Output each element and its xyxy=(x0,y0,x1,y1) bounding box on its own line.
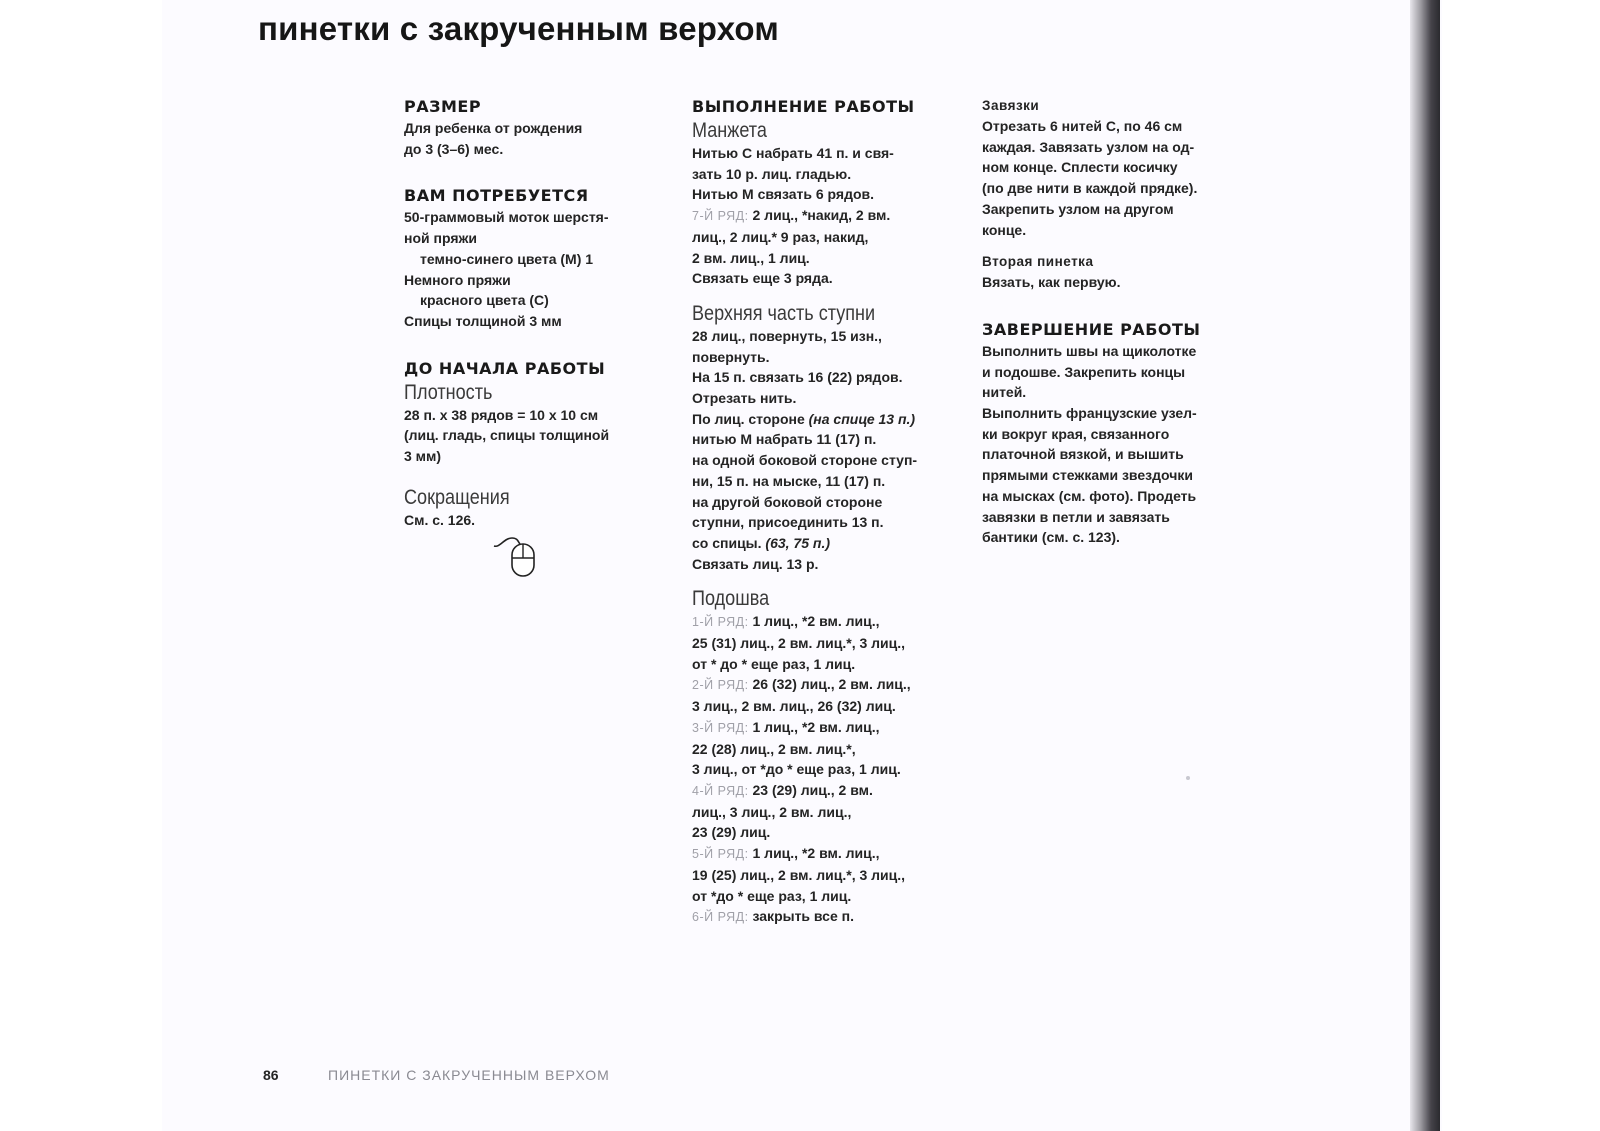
row-text: 1 лиц., *2 вм. лиц., xyxy=(752,613,880,630)
sole-row-line xyxy=(692,906,967,928)
sole-line: 22 (28) лиц., 2 вм. лиц.*, xyxy=(692,740,856,757)
upper-line: Отрезать нить. xyxy=(692,390,797,407)
finishing-line: Выполнить швы на щиколотке xyxy=(982,342,1197,359)
needs-line: ной пряжи xyxy=(404,230,478,247)
sole-row-line xyxy=(692,717,967,739)
sole-row-line xyxy=(692,674,967,696)
work-heading: ВЫПОЛНЕНИЕ РАБОТЫ xyxy=(692,97,915,116)
cuff-line: Нитью М связать 6 рядов. xyxy=(692,186,875,203)
needs-line: 50-граммовый моток шерстя- xyxy=(404,209,609,226)
ties-line: ном конце. Сплести косичку xyxy=(982,159,1178,176)
row-text: закрыть все п. xyxy=(752,908,854,925)
finishing-line: на мысках (см. фото). Продеть xyxy=(982,487,1197,504)
upper-line: повернуть. xyxy=(692,348,770,365)
density-subheading: Плотность xyxy=(404,380,493,404)
page-title: пинетки с закрученным верхом xyxy=(258,10,779,47)
cuff-subheading: Манжета xyxy=(692,119,767,142)
cuff-line: зать 10 р. лиц. гладью. xyxy=(692,165,852,182)
column-instructions xyxy=(692,96,967,928)
row-label: 3-Й РЯД: xyxy=(692,720,749,735)
row-text: 23 (29) лиц., 2 вм. xyxy=(752,781,873,798)
upper-foot-subheading: Верхняя часть ступни xyxy=(692,301,876,325)
upper-line: на одной боковой стороне ступ- xyxy=(692,452,918,469)
ties-heading: Завязки xyxy=(982,98,1040,113)
upper-line: 28 лиц., повернуть, 15 изн., xyxy=(692,327,882,344)
needs-line: красного цвета (С) xyxy=(420,292,549,309)
sole-line: от *до * еще раз, 1 лиц. xyxy=(692,887,852,904)
finishing-line: Выполнить французские узел- xyxy=(982,405,1197,422)
sole-row-line xyxy=(692,611,967,633)
density-line: 3 мм) xyxy=(404,448,442,465)
sole-line: 23 (29) лиц. xyxy=(692,824,771,841)
upper-line: На 15 п. связать 16 (22) рядов. xyxy=(692,369,903,386)
finishing-line: и подошве. Закрепить концы xyxy=(982,363,1186,380)
cuff-line: 2 вм. лиц., 1 лиц. xyxy=(692,249,810,266)
needs-heading: ВАМ ПОТРЕБУЕТСЯ xyxy=(404,186,589,206)
sole-line: от * до * еще раз, 1 лиц. xyxy=(692,655,856,672)
size-line: до 3 (3–6) мес. xyxy=(404,140,504,157)
size-line: Для ребенка от рождения xyxy=(404,120,583,136)
ties-line: каждая. Завязать узлом на од- xyxy=(982,138,1195,155)
paper-speck xyxy=(1186,776,1190,780)
sole-row-line xyxy=(692,780,967,802)
needs-line: темно-синего цвета (М) 1 xyxy=(420,250,594,267)
needs-line: Спицы толщиной 3 мм xyxy=(404,312,562,329)
row-label: 2-Й РЯД: xyxy=(692,678,749,693)
row-label: 5-Й РЯД: xyxy=(692,847,749,862)
sole-line: 3 лиц., 2 вм. лиц., 26 (32) лиц. xyxy=(692,698,896,715)
row-text: 1 лиц., *2 вм. лиц., xyxy=(752,845,880,862)
column-finishing xyxy=(982,96,1252,548)
book-spine-shadow xyxy=(1410,0,1440,1131)
ties-line: (по две нити в каждой прядке). xyxy=(982,180,1198,197)
sole-line: 25 (31) лиц., 2 вм. лиц.*, 3 лиц., xyxy=(692,635,906,652)
abbreviations-line: См. с. 126. xyxy=(404,511,476,528)
mouse-cursor-icon xyxy=(492,532,548,582)
finishing-heading: ЗАВЕРШЕНИЕ РАБОТЫ xyxy=(982,319,1201,339)
finishing-line: платочной вязкой, и вышить xyxy=(982,446,1184,463)
upper-line: нитью М набрать 11 (17) п. xyxy=(692,431,877,448)
ties-line: Закрепить узлом на другом xyxy=(982,200,1174,217)
finishing-line: бантики (см. с. 123). xyxy=(982,529,1120,546)
running-title: ПИНЕТКИ С ЗАКРУЧЕННЫМ ВЕРХОМ xyxy=(328,1067,610,1083)
upper-line xyxy=(692,533,967,554)
sole-row-line xyxy=(692,843,967,865)
column-materials xyxy=(404,96,669,530)
row-text: 26 (32) лиц., 2 вм. лиц., xyxy=(752,676,911,693)
row-label: 1-Й РЯД: xyxy=(692,615,749,630)
cuff-line: Связать еще 3 ряда. xyxy=(692,270,833,287)
before-start-heading: ДО НАЧАЛА РАБОТЫ xyxy=(404,358,606,378)
upper-line: ступни, присоединить 13 п. xyxy=(692,514,884,531)
cuff-row-line xyxy=(692,205,967,227)
abbreviations-subheading: Сокращения xyxy=(404,485,510,509)
upper-line: на другой боковой стороне xyxy=(692,493,883,510)
sole-line: 19 (25) лиц., 2 вм. лиц.*, 3 лиц., xyxy=(692,866,906,883)
second-bootie-line: Вязать, как первую. xyxy=(982,274,1121,291)
upper-needles-italic: (63, 75 п.) xyxy=(765,534,831,551)
size-heading: РАЗМЕР xyxy=(404,97,482,116)
row-label: 4-Й РЯД: xyxy=(692,783,749,798)
sole-line: 3 лиц., от *до * еще раз, 1 лиц. xyxy=(692,761,901,778)
upper-rs-italic: (на спице 13 п.) xyxy=(808,410,916,427)
upper-rs-prefix: По лиц. стороне xyxy=(692,410,805,427)
ties-line: Отрезать 6 нитей С, по 46 см xyxy=(982,118,1183,134)
page-number: 86 xyxy=(263,1067,279,1083)
cuff-line: лиц., 2 лиц.* 9 раз, накид, xyxy=(692,228,869,245)
second-bootie-heading: Вторая пинетка xyxy=(982,254,1094,270)
finishing-line: нитей. xyxy=(982,384,1027,401)
row-label: 7-Й РЯД: xyxy=(692,209,749,224)
upper-line xyxy=(692,409,967,430)
sole-subheading: Подошва xyxy=(692,587,770,611)
upper-line: Связать лиц. 13 р. xyxy=(692,555,819,572)
finishing-line: ки вокруг края, связанного xyxy=(982,425,1170,442)
finishing-line: прямыми стежками звездочки xyxy=(982,467,1193,484)
needs-line: Немного пряжи xyxy=(404,271,511,288)
density-line: 28 п. x 38 рядов = 10 x 10 см xyxy=(404,406,599,423)
finishing-line: завязки в петли и завязать xyxy=(982,508,1170,525)
upper-line: ни, 15 п. на мыске, 11 (17) п. xyxy=(692,472,886,489)
row-text: 2 лиц., *накид, 2 вм. xyxy=(752,207,891,224)
row-text: 1 лиц., *2 вм. лиц., xyxy=(752,718,880,735)
density-line: (лиц. гладь, спицы толщиной xyxy=(404,427,610,444)
cuff-line: Нитью С набрать 41 п. и свя- xyxy=(692,145,894,161)
ties-line: конце. xyxy=(982,221,1027,238)
row-label: 6-Й РЯД: xyxy=(692,910,749,925)
sole-line: лиц., 3 лиц., 2 вм. лиц., xyxy=(692,803,852,820)
upper-needles-prefix: со спицы. xyxy=(692,534,762,551)
